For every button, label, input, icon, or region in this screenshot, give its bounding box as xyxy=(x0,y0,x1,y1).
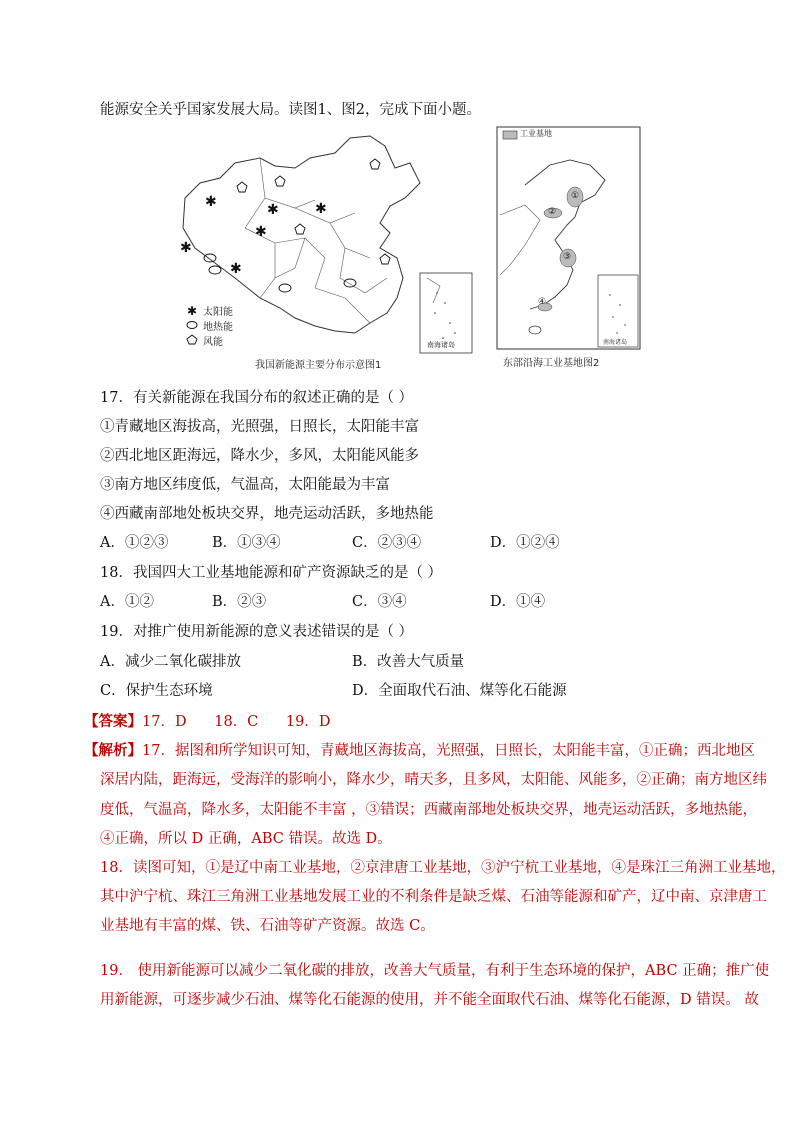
question-19-stem: 19．对推广使用新能源的意义表述错误的是（ ） xyxy=(100,624,414,640)
marker-4: ④ xyxy=(538,297,547,307)
inset-label-2: 南海诸岛 xyxy=(603,339,628,346)
figure2-map xyxy=(495,125,645,370)
q17-statement-1: ①青藏地区海拔高，光照强，日照长，太阳能丰富 xyxy=(100,419,419,435)
question-18-stem: 18．我国四大工业基地能源和矿产资源缺乏的是（ ） xyxy=(100,565,443,581)
answer-text: 17．D 18．C 19．D xyxy=(142,714,331,730)
q17-option-c: C．②③④ xyxy=(352,535,422,551)
ellipse-icon xyxy=(204,254,216,262)
analysis-line-8: 19． 使用新能源可以减少二氧化碳的排放，改善大气质量，有利于生态环境的保护，ABC 正确；推广使 xyxy=(100,963,770,979)
analysis-line-5: 18．读图可知，①是辽中南工业基地，②京津唐工业基地，③沪宁杭工业基地，④是珠江三角洲工业基地， xyxy=(100,860,786,876)
asterisk-icon: ✱ xyxy=(315,201,327,217)
pentagon-icon xyxy=(237,182,247,192)
ellipse-icon xyxy=(209,266,221,274)
hainan-island xyxy=(529,326,541,334)
pentagon-icon xyxy=(187,335,197,344)
figure2-legend-label: 工业基地 xyxy=(520,129,552,138)
marker-2: ② xyxy=(548,207,557,217)
asterisk-icon: ✱ xyxy=(187,304,198,318)
industrial-base-figure xyxy=(495,125,645,370)
analysis-line-7: 业基地有丰富的煤、铁、石油等矿产资源。故选 C。 xyxy=(100,918,435,934)
geothermal-markers xyxy=(204,254,356,292)
coastline xyxy=(525,160,605,309)
question-17-stem: 17．有关新能源在我国分布的叙述正确的是（ ） xyxy=(100,390,414,406)
analysis-line-1 xyxy=(84,741,755,761)
pentagon-icon xyxy=(295,224,305,234)
analysis-line-6: 其中沪宁杭、珠江三角洲工业基地发展工业的不利条件是缺乏煤、石油等能源和矿产，辽中南、京津唐工 xyxy=(100,889,767,905)
figure1-map xyxy=(165,128,475,373)
figure1-caption: 我国新能源主要分布示意图1 xyxy=(255,360,382,371)
analysis-text-1: 17．据图和所学知识可知，青藏地区海拔高，光照强，日照长，太阳能丰富，①正确；西北地区 xyxy=(142,743,755,759)
q19-option-d: D．全面取代石油、煤等化石能源 xyxy=(352,683,567,699)
q17-option-d: D．①②④ xyxy=(490,535,560,551)
asterisk-icon: ✱ xyxy=(255,224,267,240)
q17-statement-3: ③南方地区纬度低，气温高，太阳能最为丰富 xyxy=(100,477,390,493)
pentagon-icon xyxy=(380,254,390,264)
asterisk-icon: ✱ xyxy=(180,240,192,256)
asterisk-icon: ✱ xyxy=(205,194,217,210)
legend-geothermal-label: 地热能 xyxy=(203,322,233,333)
asterisk-icon: ✱ xyxy=(267,202,279,218)
province-borders xyxy=(245,158,387,323)
marker-1: ① xyxy=(571,191,580,201)
q18-option-b: B．②③ xyxy=(212,594,267,610)
analysis-line-2: 深居内陆，距海远，受海洋的影响小，降水少，晴天多，且多风，太阳能、风能多，②正确；南方地区纬 xyxy=(100,772,767,788)
q19-option-c: C．保护生态环境 xyxy=(100,683,213,699)
ellipse-icon xyxy=(279,284,291,292)
q17-statement-4: ④西藏南部地处板块交界，地壳运动活跃，多地热能 xyxy=(100,506,434,522)
marker-3: ③ xyxy=(563,252,572,262)
wind-markers xyxy=(237,159,390,264)
inset-label: 南海诸岛 xyxy=(427,341,455,349)
industrial-base-swatch xyxy=(503,131,517,139)
legend-solar-label: 太阳能 xyxy=(203,307,233,318)
q18-option-a: A．①② xyxy=(100,594,154,610)
q17-option-b: B．①③④ xyxy=(212,535,281,551)
legend-wind-label: 风能 xyxy=(203,337,223,348)
intro-text: 能源安全关乎国家发展大局。读图1、图2，完成下面小题。 xyxy=(100,102,481,118)
analysis-line-4: ④正确，所以 D 正确，ABC 错误。故选 D。 xyxy=(100,831,392,847)
ellipse-icon xyxy=(187,322,197,329)
answer-line xyxy=(84,712,331,732)
q17-option-a: A．①②③ xyxy=(100,535,169,551)
q18-option-d: D．①④ xyxy=(490,594,546,610)
analysis-line-9: 用新能源，可逐步减少石油、煤等化石能源的使用，并不能全面取代石油、煤等化石能源，D 错误。 故 xyxy=(100,992,759,1008)
pentagon-icon xyxy=(370,159,380,169)
asterisk-icon: ✱ xyxy=(230,261,242,277)
solar-markers xyxy=(180,194,327,277)
q19-option-b: B．改善大气质量 xyxy=(352,654,465,670)
q17-statement-2: ②西北地区距海远，降水少，多风，太阳能风能多 xyxy=(100,448,419,464)
q19-option-a: A．减少二氧化碳排放 xyxy=(100,654,241,670)
pentagon-icon xyxy=(275,176,285,186)
answer-label: 【答案】 xyxy=(84,713,142,730)
q18-option-c: C．③④ xyxy=(352,594,407,610)
analysis-line-3: 度低，气温高，降水多，太阳能不丰富 ，③错误；西藏南部地处板块交界，地壳运动活跃，多地热能， xyxy=(100,802,758,818)
analysis-label: 【解析】 xyxy=(84,742,142,759)
ellipse-icon xyxy=(344,279,356,287)
figure2-caption: 东部沿海工业基地图2 xyxy=(503,358,600,369)
